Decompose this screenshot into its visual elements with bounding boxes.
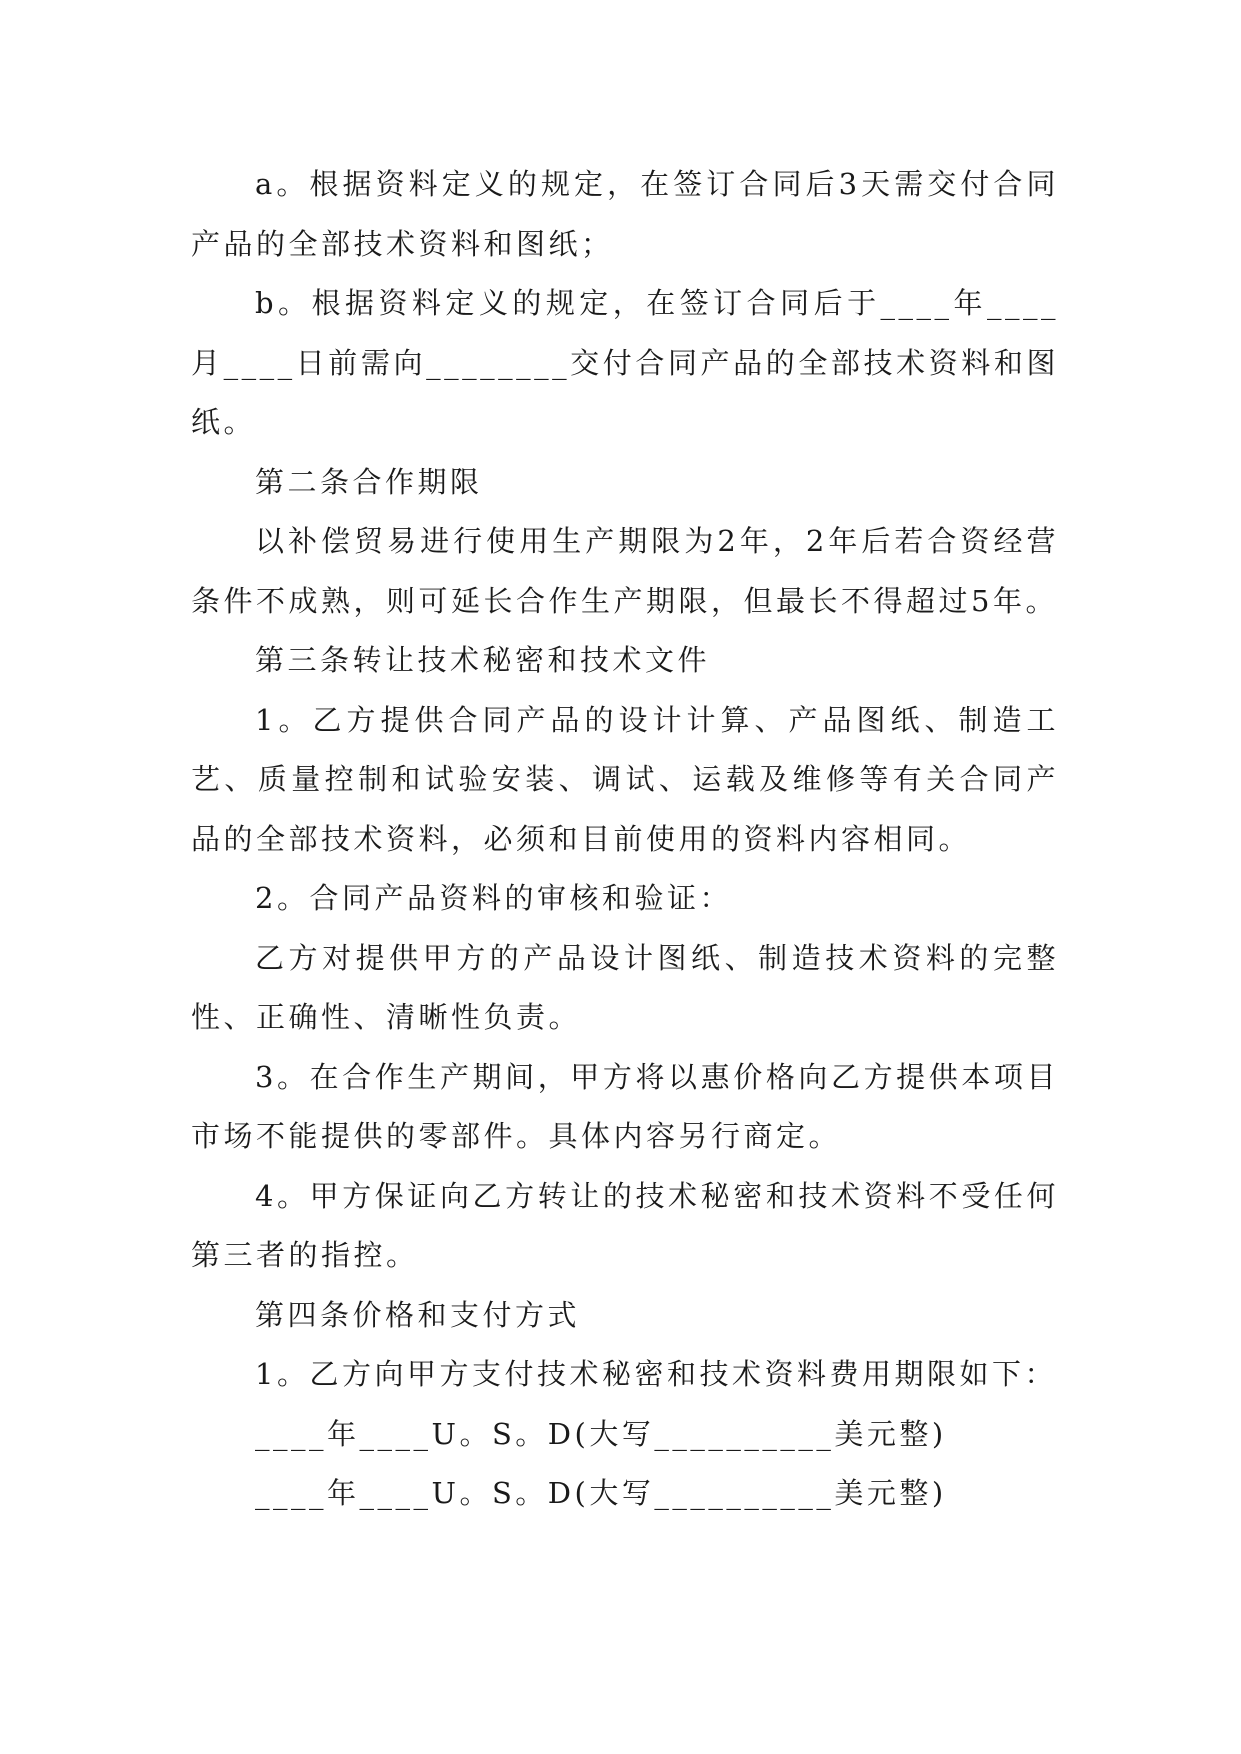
payment-line-1: ____年____U。S。D(大写__________美元整) [255, 1416, 947, 1451]
document-body [191, 155, 1059, 1524]
article-4-heading: 第四条价格和支付方式 [255, 1297, 581, 1332]
article-3-item-1: 1。乙方提供合同产品的设计计算、产品图纸、制造工艺、质量控制和试验安装、调试、运载及维修等有关合同产品的全部技术资料，必须和目前使用的资料内容相同。 [191, 702, 1059, 856]
article-2-heading: 第二条合作期限 [255, 464, 483, 499]
article-3-item-2-detail: 乙方对提供甲方的产品设计图纸、制造技术资料的完整性、正确性、清晰性负责。 [191, 940, 1059, 1034]
article-3-item-2: 2。合同产品资料的审核和验证： [255, 881, 732, 915]
article-2-body: 以补偿贸易进行使用生产期限为2年，2年后若合资经营条件不成熟，则可延长合作生产期限，但最长不得超过5年。 [191, 524, 1059, 618]
article-3-heading: 第三条转让技术秘密和技术文件 [255, 643, 711, 677]
article-4-item-1: 1。乙方向甲方支付技术秘密和技术资料费用期限如下： [255, 1357, 1057, 1391]
article-3-item-3: 3。在合作生产期间，甲方将以惠价格向乙方提供本项目市场不能提供的零部件。具体内容另行商定。 [191, 1059, 1059, 1153]
article-3-item-4: 4。甲方保证向乙方转让的技术秘密和技术资料不受任何第三者的指控。 [191, 1178, 1059, 1272]
clause-b-paragraph: b。根据资料定义的规定，在签订合同后于____年____月____日前需向________交付合同产品的全部技术资料和图纸。 [191, 286, 1059, 439]
clause-a-paragraph: a。根据资料定义的规定，在签订合同后3天需交付合同产品的全部技术资料和图纸； [191, 167, 1059, 261]
payment-line-2: ____年____U。S。D(大写__________美元整) [255, 1476, 947, 1510]
